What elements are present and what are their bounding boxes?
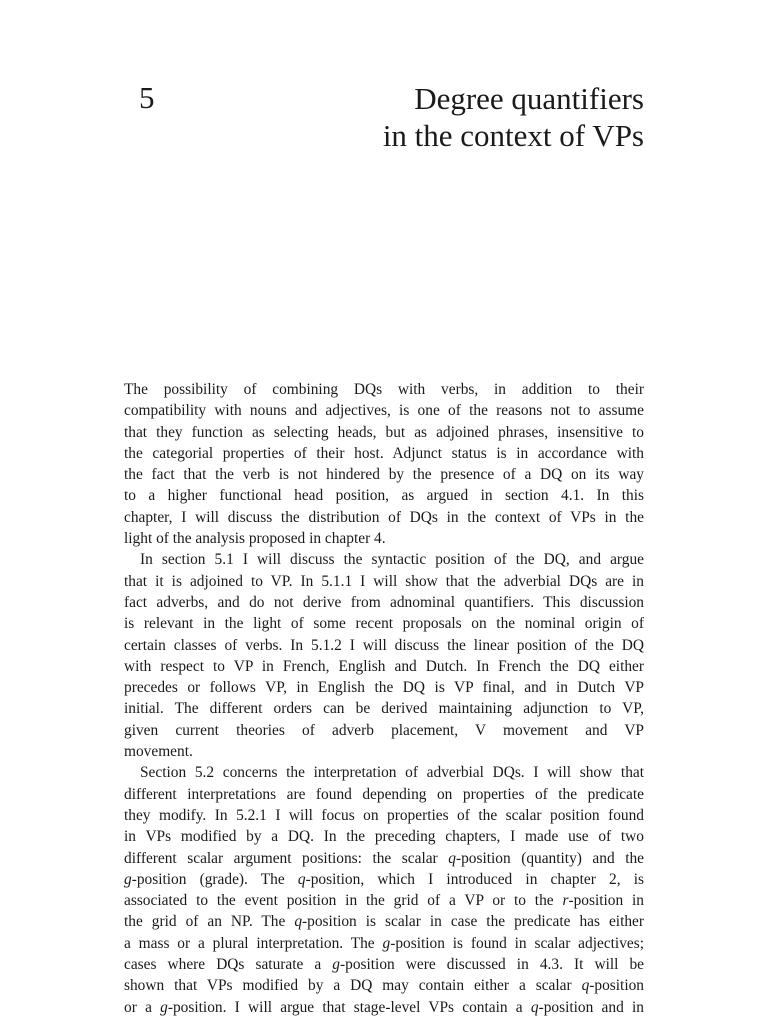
chapter-title xyxy=(383,80,644,154)
text-line: is relevant in the light of some recent proposals on the nominal origin of xyxy=(124,615,644,633)
chapter-heading xyxy=(0,78,768,168)
text-line: to a higher functional head position, as argued in section 4.1. In this xyxy=(124,487,644,505)
paragraph-1 xyxy=(124,379,644,549)
text-line: In section 5.1 I will discuss the syntactic position of the DQ, and argue xyxy=(140,551,644,569)
text-line: that it is adjoined to VP. In 5.1.1 I will show that the adverbial DQs are in xyxy=(124,572,644,590)
paragraph-3 xyxy=(124,762,644,1018)
chapter-title-line-1: Degree quantifiers xyxy=(414,81,644,116)
text-line: The possibility of combining DQs with verbs, in addition to their xyxy=(124,381,644,398)
text-line: a mass or a plural interpretation. The g-position is found in scalar adjectives; xyxy=(124,934,644,952)
text-line: associated to the event position in the grid of a VP or to the r-position in xyxy=(124,892,644,910)
text-line: g-position (grade). The q-position, which I introduced in chapter 2, is xyxy=(124,870,645,888)
text-line: given current theories of adverb placement, V movement and VP xyxy=(124,721,644,739)
text-line: different interpretations are found depending on properties of the predicate xyxy=(124,785,644,803)
body-text xyxy=(124,379,644,1018)
chapter-number: 5 xyxy=(139,80,155,115)
text-line: initial. The different orders can be derived maintaining adjunction to VP, xyxy=(124,700,644,718)
text-line: movement. xyxy=(124,743,193,761)
text-line: compatibility with nouns and adjectives, is one of the reasons not to assume xyxy=(124,402,644,420)
text-line: different scalar argument positions: the scalar q-position (quantity) and the xyxy=(124,849,644,867)
text-line: fact adverbs, and do not derive from adnominal quantifiers. This discussion xyxy=(124,593,644,611)
text-line: cases where DQs saturate a g-position were discussed in 4.3. It will be xyxy=(124,956,644,974)
text-line: that they function as selecting heads, but as adjoined phrases, insensitive to xyxy=(124,423,644,441)
text-line: with respect to VP in French, English and Dutch. In French the DQ either xyxy=(124,657,644,675)
text-line: chapter, I will discuss the distribution of DQs in the context of VPs in the xyxy=(124,508,644,526)
text-line: shown that VPs modified by a DQ may contain either a scalar q-position xyxy=(124,977,644,995)
text-line: light of the analysis proposed in chapter 4. xyxy=(124,530,386,548)
text-line: Section 5.2 concerns the interpretation of adverbial DQs. I will show that xyxy=(140,764,644,782)
text-line: or a g-position. I will argue that stage-level VPs contain a q-position and in xyxy=(124,998,644,1016)
text-line: the categorial properties of their host. Adjunct status is in accordance with xyxy=(124,444,644,462)
text-line: the grid of an NP. The q-position is scalar in case the predicate has either xyxy=(124,913,644,931)
text-line: the fact that the verb is not hindered by the presence of a DQ on its way xyxy=(124,466,644,484)
text-line: in VPs modified by a DQ. In the preceding chapters, I made use of two xyxy=(124,828,644,846)
text-line: precedes or follows VP, in English the DQ is VP final, and in Dutch VP xyxy=(124,679,644,697)
text-line: they modify. In 5.2.1 I will focus on properties of the scalar position found xyxy=(124,806,644,824)
paragraph-2 xyxy=(124,549,644,762)
text-line: certain classes of verbs. In 5.1.2 I will discuss the linear position of the DQ xyxy=(124,636,644,654)
chapter-title-line-2: in the context of VPs xyxy=(382,118,644,153)
